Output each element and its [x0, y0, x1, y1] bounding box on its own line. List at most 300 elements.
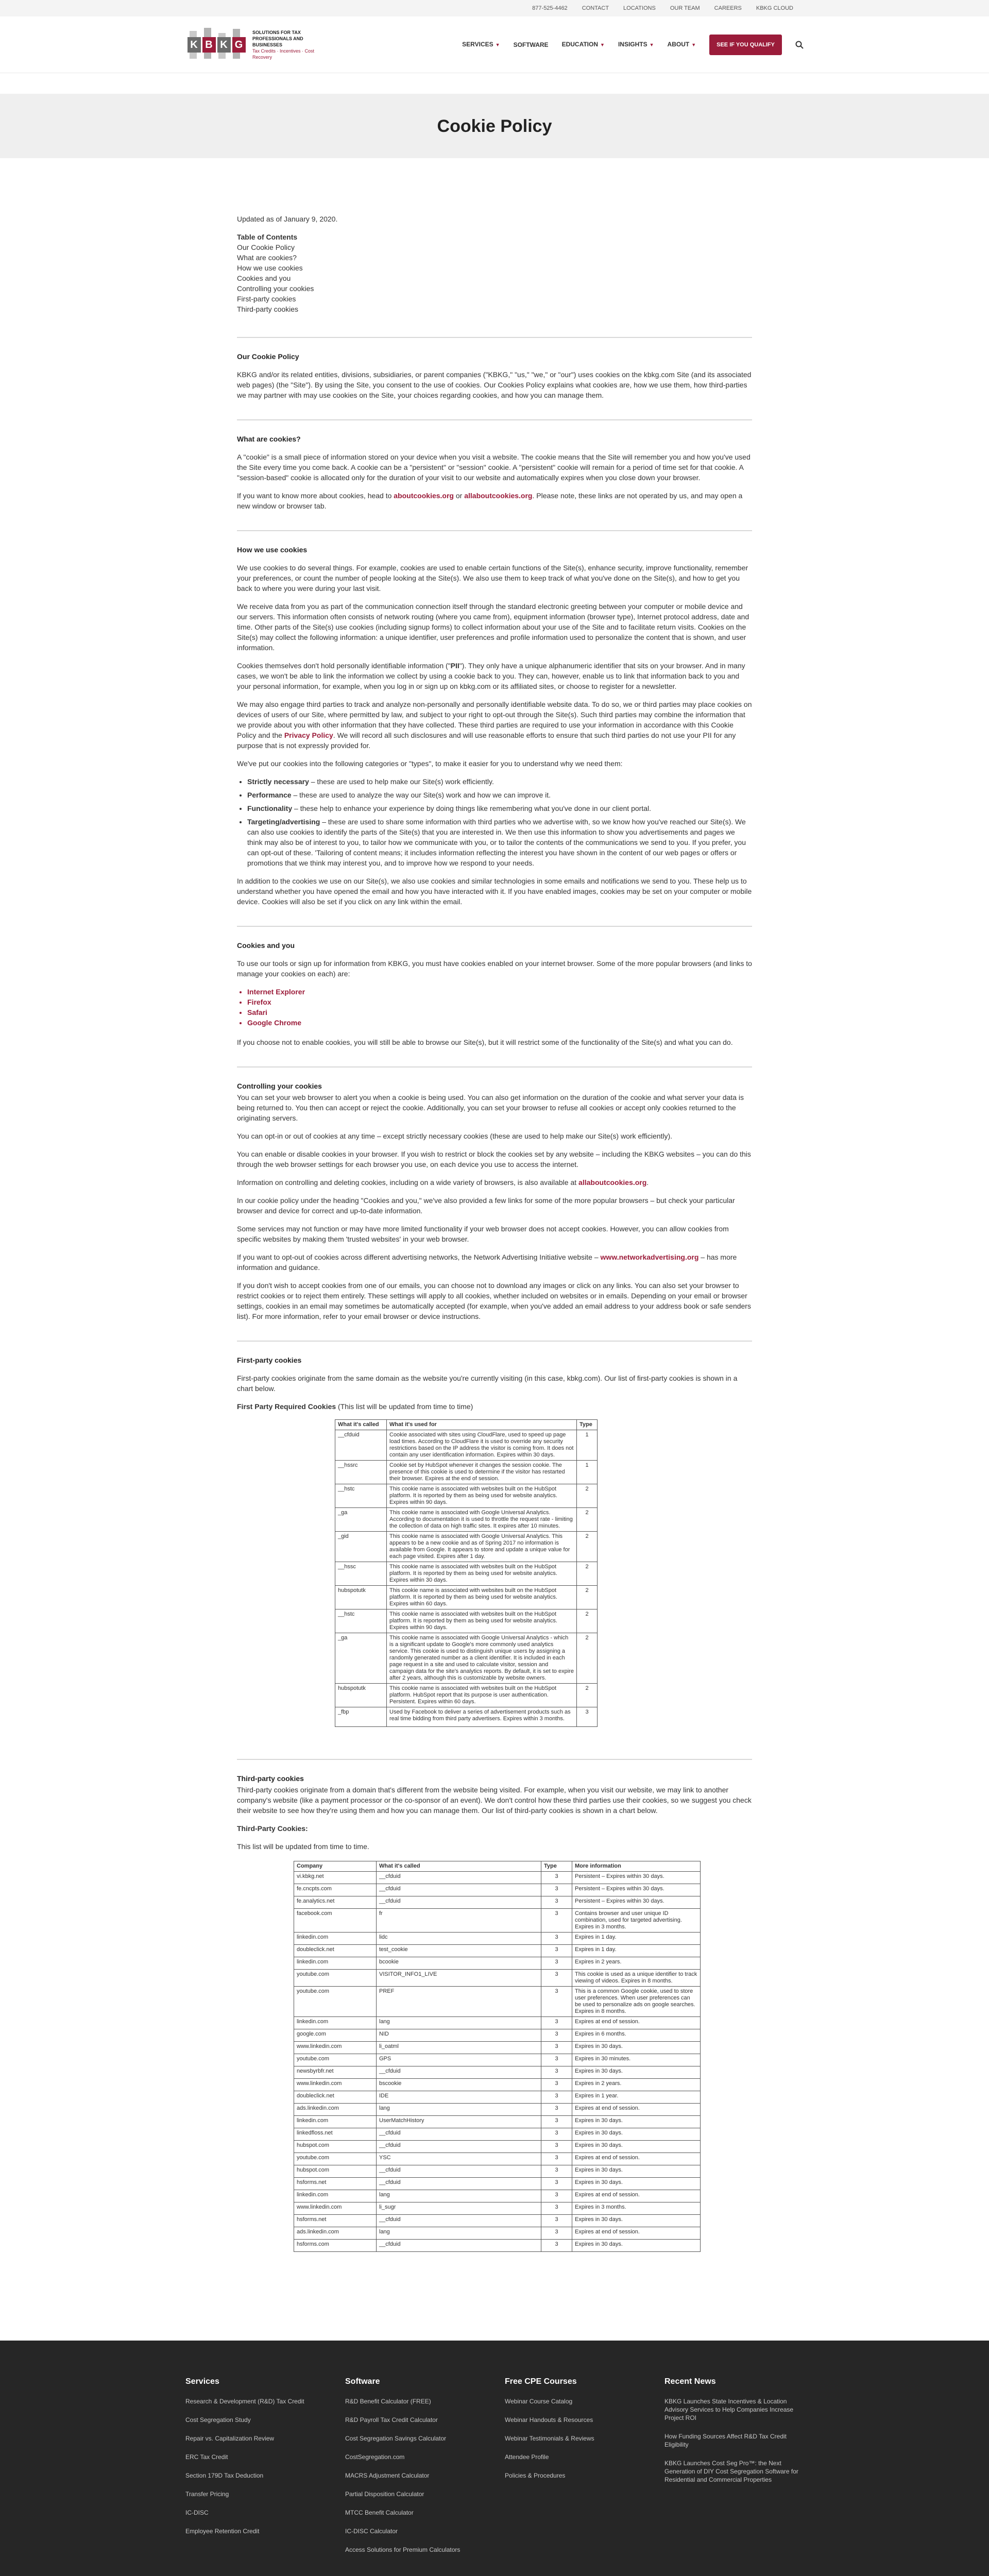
table-cell: This cookie name is associated with websites built on the HubSpot platform. It is reported by them as being used for website analytics. Expires within 90 days.	[387, 1484, 577, 1508]
table-cell: GPS	[377, 2054, 541, 2066]
text: If you want to opt-out of cookies across different advertising networks, the Network Advertising Initiative website –	[237, 1253, 601, 1261]
table-cell: 2	[577, 1684, 598, 1707]
main-nav	[462, 35, 804, 55]
table-of-contents	[237, 232, 752, 314]
browser-link-safari[interactable]: • Safari	[247, 1007, 752, 1018]
table-cell: 3	[541, 1945, 572, 1957]
type-desc: – these are used to help make our Site(s) work efficiently.	[309, 777, 494, 786]
table-cell: 3	[541, 2165, 572, 2178]
table-cell: ads.linkedin.com	[294, 2104, 377, 2116]
top-utility-bar	[0, 0, 989, 16]
table-cell: doubleclick.net	[294, 1945, 377, 1957]
section-our-cookie-policy	[237, 337, 752, 419]
nav-education[interactable]	[562, 39, 605, 50]
table-cell: google.com	[294, 2029, 377, 2042]
table-cell: This cookie is used as a unique identifier to track viewing of videos. Expires in 8 months.	[572, 1970, 701, 1987]
allaboutcookies-link[interactable]: allaboutcookies.org	[464, 492, 533, 500]
chevron-down-icon: ▼	[649, 42, 654, 47]
table-cell: bscookie	[377, 2079, 541, 2091]
section-heading: Controlling your cookies	[237, 1082, 322, 1090]
table-row	[335, 1461, 598, 1484]
table-row	[294, 1945, 701, 1957]
column-header: What it's used for	[387, 1420, 577, 1430]
footer-link[interactable]: Webinar Testimonials & Reviews	[505, 2435, 594, 2442]
table-cell: __cfduid	[377, 2128, 541, 2141]
section-controlling-cookies	[237, 1066, 752, 1341]
table-row	[335, 1684, 598, 1707]
toc-section	[237, 214, 752, 337]
table-cell: Persistent – Expires within 30 days.	[572, 1896, 701, 1909]
paragraph: We receive data from you as part of the communication connection itself through the standard electronic greeting between your computer or mobile device and our servers. This information often consists of network routing (where you came from), equipment information (browser type), Internet protocol address, date and time. Other parts of the Site(s) use cookies (including signup forms) to collect information about your use of the Site and to facilitate return visits. Cookies on the Site(s) may collect the following information: a unique identifier, user preferences and profile information used to personalize the content that is shown, and user information.	[237, 602, 749, 652]
site-header	[0, 16, 989, 73]
toc-item[interactable]: Third-party cookies	[237, 305, 299, 313]
footer-link[interactable]: CostSegregation.com	[345, 2453, 405, 2461]
table-cell: hsforms.net	[294, 2215, 377, 2227]
table-cell: fe.cncpts.com	[294, 1884, 377, 1896]
section-heading: Third-party cookies	[237, 1774, 304, 1783]
allaboutcookies-link[interactable]: allaboutcookies.org	[578, 1178, 647, 1187]
table-cell: Expires at end of session.	[572, 2104, 701, 2116]
table-cell: 3	[541, 2128, 572, 2141]
table-cell: 3	[541, 2178, 572, 2190]
table-cell: _ga	[335, 1508, 387, 1532]
table-row	[294, 2153, 701, 2165]
table-cell: 3	[541, 2202, 572, 2215]
table-cell: bcookie	[377, 1957, 541, 1970]
table-cell: 3	[541, 2104, 572, 2116]
footer-heading: Software	[345, 2377, 380, 2386]
table-row	[294, 2227, 701, 2240]
footer-col-cpe	[505, 2377, 644, 2564]
table-cell: 3	[541, 2091, 572, 2104]
footer-heading: Free CPE Courses	[505, 2377, 577, 2386]
browser-link-chrome[interactable]: • Google Chrome	[247, 1018, 752, 1028]
paragraph: You can enable or disable cookies in your browser. If you wish to restrict or block the cookies set by any website – including the KBKG websites – you can do this through the web browser settings for each browser you use, on each device you use to access the internet.	[237, 1150, 751, 1168]
table-cell: 2	[577, 1484, 598, 1508]
search-icon[interactable]	[795, 41, 804, 49]
toc-item[interactable]: Cookies and you	[237, 274, 291, 282]
table-cell: __hstc	[335, 1609, 387, 1633]
paragraph	[237, 1177, 752, 1188]
table-cell: 3	[541, 2141, 572, 2153]
table-row	[335, 1532, 598, 1562]
table-cell: Expires in 1 day.	[572, 1945, 701, 1957]
footer-link[interactable]: MTCC Benefit Calculator	[345, 2509, 414, 2516]
footer-link[interactable]: Webinar Course Catalog	[505, 2398, 573, 2405]
paragraph: Third-party cookies originate from a domain that's different from the website being visited. For example, when you visit our website, we may link to another company's website (like a payment processor or the co-sponsor of an event). We don't control how these third parties use their cookies, so we suggest you check their website to see how they're using them and how you can manage them. Our list of third-party cookies is shown in a chart below.	[237, 1786, 752, 1815]
column-header: What it's called	[335, 1420, 387, 1430]
browser-link-firefox[interactable]: • Firefox	[247, 997, 752, 1007]
paragraph: First-party cookies originate from the same domain as the website you're currently visiting (in this case, kbkg.com). Our list of first-party cookies is shown in a chart below.	[237, 1374, 738, 1393]
section-what-are-cookies	[237, 419, 752, 530]
table-cell: Persistent – Expires within 30 days.	[572, 1872, 701, 1884]
table-subheading: Third-Party Cookies:	[237, 1824, 308, 1833]
table-cell: ads.linkedin.com	[294, 2227, 377, 2240]
section-heading: What are cookies?	[237, 435, 301, 443]
table-cell: 3	[541, 2153, 572, 2165]
table-row	[294, 1957, 701, 1970]
column-header: Type	[577, 1420, 598, 1430]
table-row	[294, 2240, 701, 2252]
table-cell: lang	[377, 2017, 541, 2029]
table-cell: youtube.com	[294, 1987, 377, 2017]
kbkg-cloud-link[interactable]: KBKG CLOUD	[756, 5, 793, 11]
table-row	[294, 2054, 701, 2066]
table-cell: 2	[577, 1633, 598, 1684]
browser-links-list	[247, 987, 752, 1028]
type-name: Functionality	[247, 804, 293, 812]
toc-title: Table of Contents	[237, 233, 298, 241]
paragraph	[237, 490, 752, 511]
table-cell: 2	[577, 1609, 598, 1633]
nav-label: SOFTWARE	[513, 41, 549, 48]
table-cell: newsbyrbfr.net	[294, 2066, 377, 2079]
cookie-types-list	[247, 776, 752, 868]
paragraph: KBKG and/or its related entities, divisions, subsidiaries, or parent companies ("KBKG," "us," "we," or "our") uses cookies on the kbkg.com Site (and its associated web pages) (the "Site"). By using the Site, you consent to the use of cookies. Our Cookies Policy explains what cookies are, how we use them, how third-parties we may partner with may use cookies on the Site, your choices regarding cookies, and how you can manage them.	[237, 370, 752, 399]
footer-col-software	[345, 2377, 484, 2564]
toc-item[interactable]: Controlling your cookies	[237, 284, 314, 293]
table-cell: Expires in 30 days.	[572, 2116, 701, 2128]
footer-link[interactable]: IC-DISC Calculator	[345, 2528, 398, 2535]
table-cell: linkedfloss.net	[294, 2128, 377, 2141]
paragraph: Some services may not function or may have more limited functionality if your web browser does not accept cookies. However, you can allow cookies from specific websites by making them 'trusted websites' in your web browser.	[237, 1225, 729, 1243]
table-cell: 3	[541, 1896, 572, 1909]
type-name: Performance	[247, 791, 292, 799]
paragraph: If you choose not to enable cookies, you will still be able to browse our Site(s), but it will restrict some of the functionality of the Site(s) and what you can do.	[237, 1038, 733, 1046]
toc-item[interactable]: Our Cookie Policy	[237, 243, 295, 251]
footer-link[interactable]: IC-DISC	[185, 2509, 209, 2516]
table-row	[294, 2215, 701, 2227]
section-how-we-use-cookies	[237, 530, 752, 926]
table-note: (This list will be updated from time to time)	[336, 1402, 473, 1411]
table-cell: __cfduid	[377, 2178, 541, 2190]
pii-term: PII	[450, 662, 459, 670]
table-body	[294, 1872, 701, 2252]
footer-link[interactable]: Attendee Profile	[505, 2453, 549, 2461]
table-cell: __cfduid	[377, 2141, 541, 2153]
footer-link[interactable]: Research & Development (R&D) Tax Credit	[185, 2398, 304, 2405]
nav-software[interactable]	[514, 40, 549, 50]
table-row	[294, 2017, 701, 2029]
nav-label: ABOUT	[667, 41, 690, 48]
table-row	[294, 2141, 701, 2153]
table-cell: youtube.com	[294, 1970, 377, 1987]
table-cell: 3	[541, 2066, 572, 2079]
toc-item[interactable]: First-party cookies	[237, 295, 296, 303]
table-cell: fe.analytics.net	[294, 1896, 377, 1909]
site-footer	[0, 2341, 989, 2576]
table-row	[335, 1707, 598, 1727]
footer-link[interactable]: Employee Retention Credit	[185, 2528, 260, 2535]
page-hero	[0, 94, 989, 158]
table-cell: hubspot.com	[294, 2141, 377, 2153]
table-cell: 3	[541, 2029, 572, 2042]
toc-item[interactable]: What are cookies?	[237, 253, 297, 262]
table-row	[294, 2104, 701, 2116]
nav-insights[interactable]	[618, 39, 654, 50]
table-note: This list will be updated from time to time.	[237, 1842, 369, 1851]
section-heading: Our Cookie Policy	[237, 352, 299, 361]
column-header: More information	[572, 1861, 701, 1872]
table-cell: This cookie name is associated with Google Universal Analytics - which is a significant update to Google's more commonly used analytics service. This cookie is used to distinguish unique users by assigning a randomly generated number as a client identifier. It is included in each page request in a site and used to calculate visitor, session and campaign data for the site's analytics reports. By default, it is set to expire after 2 years, although this is customizable by website owners.	[387, 1633, 577, 1684]
table-cell: __cfduid	[335, 1430, 387, 1461]
chevron-down-icon: ▼	[495, 42, 500, 47]
table-row	[294, 2190, 701, 2202]
table-cell: Expires in 30 days.	[572, 2066, 701, 2079]
table-row	[294, 1987, 701, 2017]
table-cell: Expires in 30 days.	[572, 2240, 701, 2252]
chevron-down-icon: ▼	[691, 42, 696, 47]
table-body	[335, 1430, 598, 1727]
paragraph: You can set your web browser to alert you when a cookie is being used. You can also get information on the duration of the cookie and what server your data is being returned to. You then can accept or reject the cookie. Additionally, you can set your browser to refuse all cookies or accept only cookies returned to the originating servers.	[237, 1093, 744, 1122]
network-advertising-link[interactable]: www.networkadvertising.org	[600, 1253, 699, 1261]
text: Information on controlling and deleting cookies, including on a wide variety of browsers, is also available at	[237, 1178, 579, 1187]
table-cell: hsforms.net	[294, 2178, 377, 2190]
paragraph: We've put our cookies into the following categories or "types", to make it easier for you to understand why we need them:	[237, 759, 623, 768]
table-cell: 3	[541, 2042, 572, 2054]
table-cell: fr	[377, 1909, 541, 1933]
footer-link[interactable]: R&D Payroll Tax Credit Calculator	[345, 2416, 438, 2424]
table-cell: linkedin.com	[294, 1957, 377, 1970]
table-cell: PREF	[377, 1987, 541, 2017]
table-cell: Contains browser and user unique ID combination, used for targeted advertising. Expires in 3 months.	[572, 1909, 701, 1933]
table-row	[294, 2116, 701, 2128]
aboutcookies-link[interactable]: aboutcookies.org	[394, 492, 454, 500]
table-cell: hubspotutk	[335, 1586, 387, 1609]
logo-mark	[185, 27, 247, 63]
footer-link[interactable]: Cost Segregation Study	[185, 2416, 251, 2424]
footer-link[interactable]: ERC Tax Credit	[185, 2453, 228, 2461]
type-name: Strictly necessary	[247, 777, 309, 786]
logo-letter: B	[202, 37, 216, 53]
table-cell: linkedin.com	[294, 2190, 377, 2202]
table-cell: facebook.com	[294, 1909, 377, 1933]
table-cell: UserMatchHistory	[377, 2116, 541, 2128]
paragraph: In addition to the cookies we use on our Site(s), we also use cookies and similar technologies in some emails and notifications we send to you. These help us to understand whether you have opened the email and how you have interacted with it. If you have enabled images, cookies may be set on your computer or mobile device. Cookies will also be set if you click on any link within the email.	[237, 877, 752, 906]
table-cell: Used by Facebook to deliver a series of advertisement products such as real time bidding from third party advertisers. Expires within 3 months.	[387, 1707, 577, 1727]
table-cell: 3	[541, 2227, 572, 2240]
table-cell: Expires in 2 years.	[572, 2079, 701, 2091]
phone-link[interactable]: 877-525-4462	[532, 5, 568, 11]
table-cell: 3	[541, 1909, 572, 1933]
table-caption	[237, 1401, 752, 1412]
tagline-line-2: Tax Credits · Incentives · Cost Recovery	[252, 48, 315, 60]
policy-content	[237, 158, 752, 2284]
careers-link[interactable]: CAREERS	[714, 5, 742, 11]
table-cell: vi.kbkg.net	[294, 1872, 377, 1884]
table-row	[335, 1562, 598, 1586]
our-team-link[interactable]: OUR TEAM	[670, 5, 700, 11]
table-cell: www.linkedin.com	[294, 2042, 377, 2054]
column-header: What it's called	[377, 1861, 541, 1872]
table-cell: 2	[577, 1532, 598, 1562]
table-cell: 2	[577, 1562, 598, 1586]
footer-link[interactable]: Webinar Handouts & Resources	[505, 2416, 593, 2424]
footer-link[interactable]: Transfer Pricing	[185, 2490, 229, 2498]
table-cell: test_cookie	[377, 1945, 541, 1957]
footer-link[interactable]: Cost Segregation Savings Calculator	[345, 2435, 447, 2442]
paragraph: In our cookie policy under the heading "Cookies and you," we've also provided a few links for some of the more popular browsers – but check your particular browser and device for correct and up-to-date information.	[237, 1196, 735, 1215]
nav-about[interactable]	[668, 39, 696, 50]
updated-date: Updated as of January 9, 2020.	[237, 215, 338, 223]
table-row	[294, 1970, 701, 1987]
paragraph: We use cookies to do several things. For example, cookies are used to enable certain functions of the Site(s), enhance security, improve functionality, remember your preferences, or count the number of people looking at the Site(s). We also use them to keep track of what you've done on the Site(s), and how to get you back to where you were during your last visit.	[237, 564, 748, 592]
table-cell: __hssc	[335, 1562, 387, 1586]
contact-link[interactable]: CONTACT	[582, 5, 609, 11]
table-row	[335, 1586, 598, 1609]
table-cell: This is a common Google cookie, used to store user preferences. When user preferences can be used to personalize ads on google searches. Expires in 8 months.	[572, 1987, 701, 2017]
first-party-cookie-table	[335, 1419, 598, 1727]
toc-item[interactable]: How we use cookies	[237, 264, 303, 272]
table-cell: 3	[541, 1987, 572, 2017]
table-row	[335, 1484, 598, 1508]
footer-link[interactable]: Section 179D Tax Deduction	[185, 2472, 264, 2479]
table-row	[335, 1508, 598, 1532]
table-cell: IDE	[377, 2091, 541, 2104]
table-cell: hsforms.com	[294, 2240, 377, 2252]
table-cell: NID	[377, 2029, 541, 2042]
nav-services[interactable]	[462, 39, 500, 50]
footer-link[interactable]: Repair vs. Capitalization Review	[185, 2435, 275, 2442]
paragraph: You can opt-in or out of cookies at any time – except strictly necessary cookies (these are used to help make our Site(s) work efficiently).	[237, 1132, 673, 1140]
footer-link[interactable]: KBKG Launches Cost Seg Pro™: the Next Generation of DIY Cost Segregation Software for Residential and Commercial Properties	[664, 2460, 798, 2483]
table-cell: lang	[377, 2190, 541, 2202]
footer-heading: Recent News	[664, 2377, 716, 2386]
table-cell: 1	[577, 1430, 598, 1461]
table-row	[335, 1430, 598, 1461]
paragraph: To use our tools or sign up for information from KBKG, you must have cookies enabled on your internet browser. Some of the more popular browsers (and links to manage your cookies on each) are:	[237, 959, 752, 978]
table-cell: This cookie name is associated with websites built on the HubSpot platform. HubSpot report that its purpose is user authentication. Persistent. Expires within 60 days.	[387, 1684, 577, 1707]
text: If you want to know more about cookies, head to	[237, 492, 394, 500]
table-cell: lang	[377, 2104, 541, 2116]
table-cell: Expires in 3 months.	[572, 2202, 701, 2215]
table-row	[294, 1909, 701, 1933]
text: . Please note, these links are not operated by us, and may open a new window or browser tab.	[237, 492, 743, 510]
table-cell: Expires in 30 days.	[572, 2165, 701, 2178]
table-cell: 3	[541, 2079, 572, 2091]
table-cell: __cfduid	[377, 2215, 541, 2227]
table-cell: _gid	[335, 1532, 387, 1562]
table-cell: www.linkedin.com	[294, 2202, 377, 2215]
table-cell: 2	[577, 1586, 598, 1609]
table-cell: 3	[541, 1872, 572, 1884]
text: – has more information and guidance.	[237, 1253, 737, 1272]
table-cell: VISITOR_INFO1_LIVE	[377, 1970, 541, 1987]
section-cookies-and-you	[237, 926, 752, 1066]
table-row	[294, 1896, 701, 1909]
list-item	[247, 790, 752, 800]
table-header-row	[335, 1420, 598, 1430]
table-cell: This cookie name is associated with websites built on the HubSpot platform. It is reported by them as being used for website analytics. Expires within 90 days.	[387, 1609, 577, 1633]
table-cell: 3	[577, 1707, 598, 1727]
privacy-policy-link[interactable]: Privacy Policy	[284, 731, 333, 739]
type-desc: – these are used to share some information with third parties who we advertise with, so we know how you've reached our Site(s). We can also use cookies to identify the parts of the Site(s) that you are interested in. We then use this information to show you advertisements and pages we think may also be of interest to you, to tailor how we communicate with you, or to tailor the contents of the communications we send to you. If you prefer, you can opt-out of these. 'Tailoring of content means; it includes information reflecting the interest you have shown in the content of our web pages or offers or promotions that we think may interest you, and to improve how we respond to your needs.	[247, 818, 746, 867]
type-name: Targeting/advertising	[247, 818, 320, 826]
table-cell: li_sugr	[377, 2202, 541, 2215]
footer-link[interactable]: KBKG Launches State Incentives & Location Advisory Services to Help Companies Increase Project ROI	[664, 2398, 794, 2421]
table-cell: 3	[541, 2215, 572, 2227]
section-heading: First-party cookies	[237, 1356, 302, 1364]
table-cell: linkedin.com	[294, 1933, 377, 1945]
table-cell: _fbp	[335, 1707, 387, 1727]
footer-link[interactable]: R&D Benefit Calculator (FREE)	[345, 2398, 431, 2405]
footer-col-services	[185, 2377, 325, 2564]
table-row	[294, 2029, 701, 2042]
logo-letter: K	[187, 37, 201, 53]
paragraph: If you don't wish to accept cookies from one of our emails, you can choose not to download any images or click on any links. You can also set your browser to restrict cookies or to reject them entirely. These settings will apply to all cookies, whether included on websites or in emails. Depending on your email or browser settings, cookies in an email may sometimes be automatically accepted (for example, when you've added an email address to your address book or safe senders list). For more information, refer to your email browser or device instructions.	[237, 1281, 751, 1320]
footer-link[interactable]: Partial Disposition Calculator	[345, 2490, 424, 2498]
table-row	[335, 1633, 598, 1684]
section-heading: Cookies and you	[237, 941, 295, 950]
table-row	[294, 2042, 701, 2054]
table-row	[294, 2128, 701, 2141]
table-cell: 3	[541, 2190, 572, 2202]
table-cell: __hssrc	[335, 1461, 387, 1484]
table-cell: 3	[541, 1933, 572, 1945]
paragraph	[237, 699, 752, 751]
tagline-line-1: SOLUTIONS FOR TAX PROFESSIONALS AND BUSINESSES	[252, 29, 303, 47]
table-row	[294, 1872, 701, 1884]
table-cell: This cookie name is associated with Google Universal Analytics. This appears to be a new cookie and as of Spring 2017 no information is available from Google. It appears to store and update a unique value for each page visited. Expires after 1 day.	[387, 1532, 577, 1562]
footer-link[interactable]: Policies & Procedures	[505, 2472, 566, 2479]
nav-label: EDUCATION	[561, 41, 599, 48]
footer-col-news	[664, 2377, 804, 2564]
kbkg-logo[interactable]	[185, 27, 325, 63]
table-cell: __cfduid	[377, 2240, 541, 2252]
text: Cookies themselves don't hold personally identifiable information ("	[237, 662, 451, 670]
footer-link[interactable]: MACRS Adjustment Calculator	[345, 2472, 430, 2479]
table-row	[294, 2202, 701, 2215]
table-cell: Cookie set by HubSpot whenever it changes the session cookie. The presence of this cookie is used to determine if the visitor has restarted their browser. Expires at the end of session.	[387, 1461, 577, 1484]
table-cell: 3	[541, 2240, 572, 2252]
table-cell: This cookie name is associated with websites built on the HubSpot platform. It is reported by them as being used for website analytics. Expires within 60 days.	[387, 1586, 577, 1609]
table-cell: 3	[541, 2017, 572, 2029]
type-desc: – these help to enhance your experience by doing things like remembering what you've done in our client portal.	[292, 804, 652, 812]
table-cell: hubspot.com	[294, 2165, 377, 2178]
list-item	[247, 803, 752, 814]
table-cell: Cookie associated with sites using CloudFlare, used to speed up page load times. According to CloudFlare it is used to override any security restrictions based on the IP address the visitor is coming from. It does not contain any user identification information. Expires within 30 days.	[387, 1430, 577, 1461]
see-if-you-qualify-button[interactable]: SEE IF YOU QUALIFY	[709, 35, 782, 55]
list-item	[247, 776, 752, 787]
footer-link[interactable]: Access Solutions for Premium Calculators	[345, 2546, 461, 2553]
table-cell: 3	[541, 2054, 572, 2066]
table-cell: Expires in 30 days.	[572, 2215, 701, 2227]
nav-label: SERVICES	[462, 41, 493, 48]
table-cell: Expires in 1 year.	[572, 2091, 701, 2104]
table-cell: __hstc	[335, 1484, 387, 1508]
table-cell: youtube.com	[294, 2054, 377, 2066]
column-header: Company	[294, 1861, 377, 1872]
table-row	[294, 2066, 701, 2079]
table-row	[294, 2178, 701, 2190]
table-cell: hubspotutk	[335, 1684, 387, 1707]
text: . We will record all such disclosures and will use reasonable efforts to ensure that such third parties do not use your PII for any purpose that is not expressly provided for.	[237, 731, 736, 750]
table-cell: Expires at end of session.	[572, 2190, 701, 2202]
table-cell: YSC	[377, 2153, 541, 2165]
page-title: Cookie Policy	[437, 116, 552, 136]
logo-tagline	[252, 29, 325, 60]
section-heading: How we use cookies	[237, 546, 308, 554]
table-cell: 3	[541, 1970, 572, 1987]
table-cell: Expires in 30 minutes.	[572, 2054, 701, 2066]
table-row	[335, 1609, 598, 1633]
table-row	[294, 1884, 701, 1896]
paragraph	[237, 1252, 752, 1273]
browser-link-internet-explorer[interactable]: • Internet Explorer	[247, 987, 752, 997]
locations-link[interactable]: LOCATIONS	[623, 5, 656, 11]
footer-link[interactable]: How Funding Sources Affect R&D Tax Credit Eligibility	[664, 2433, 787, 2448]
table-row	[294, 1933, 701, 1945]
